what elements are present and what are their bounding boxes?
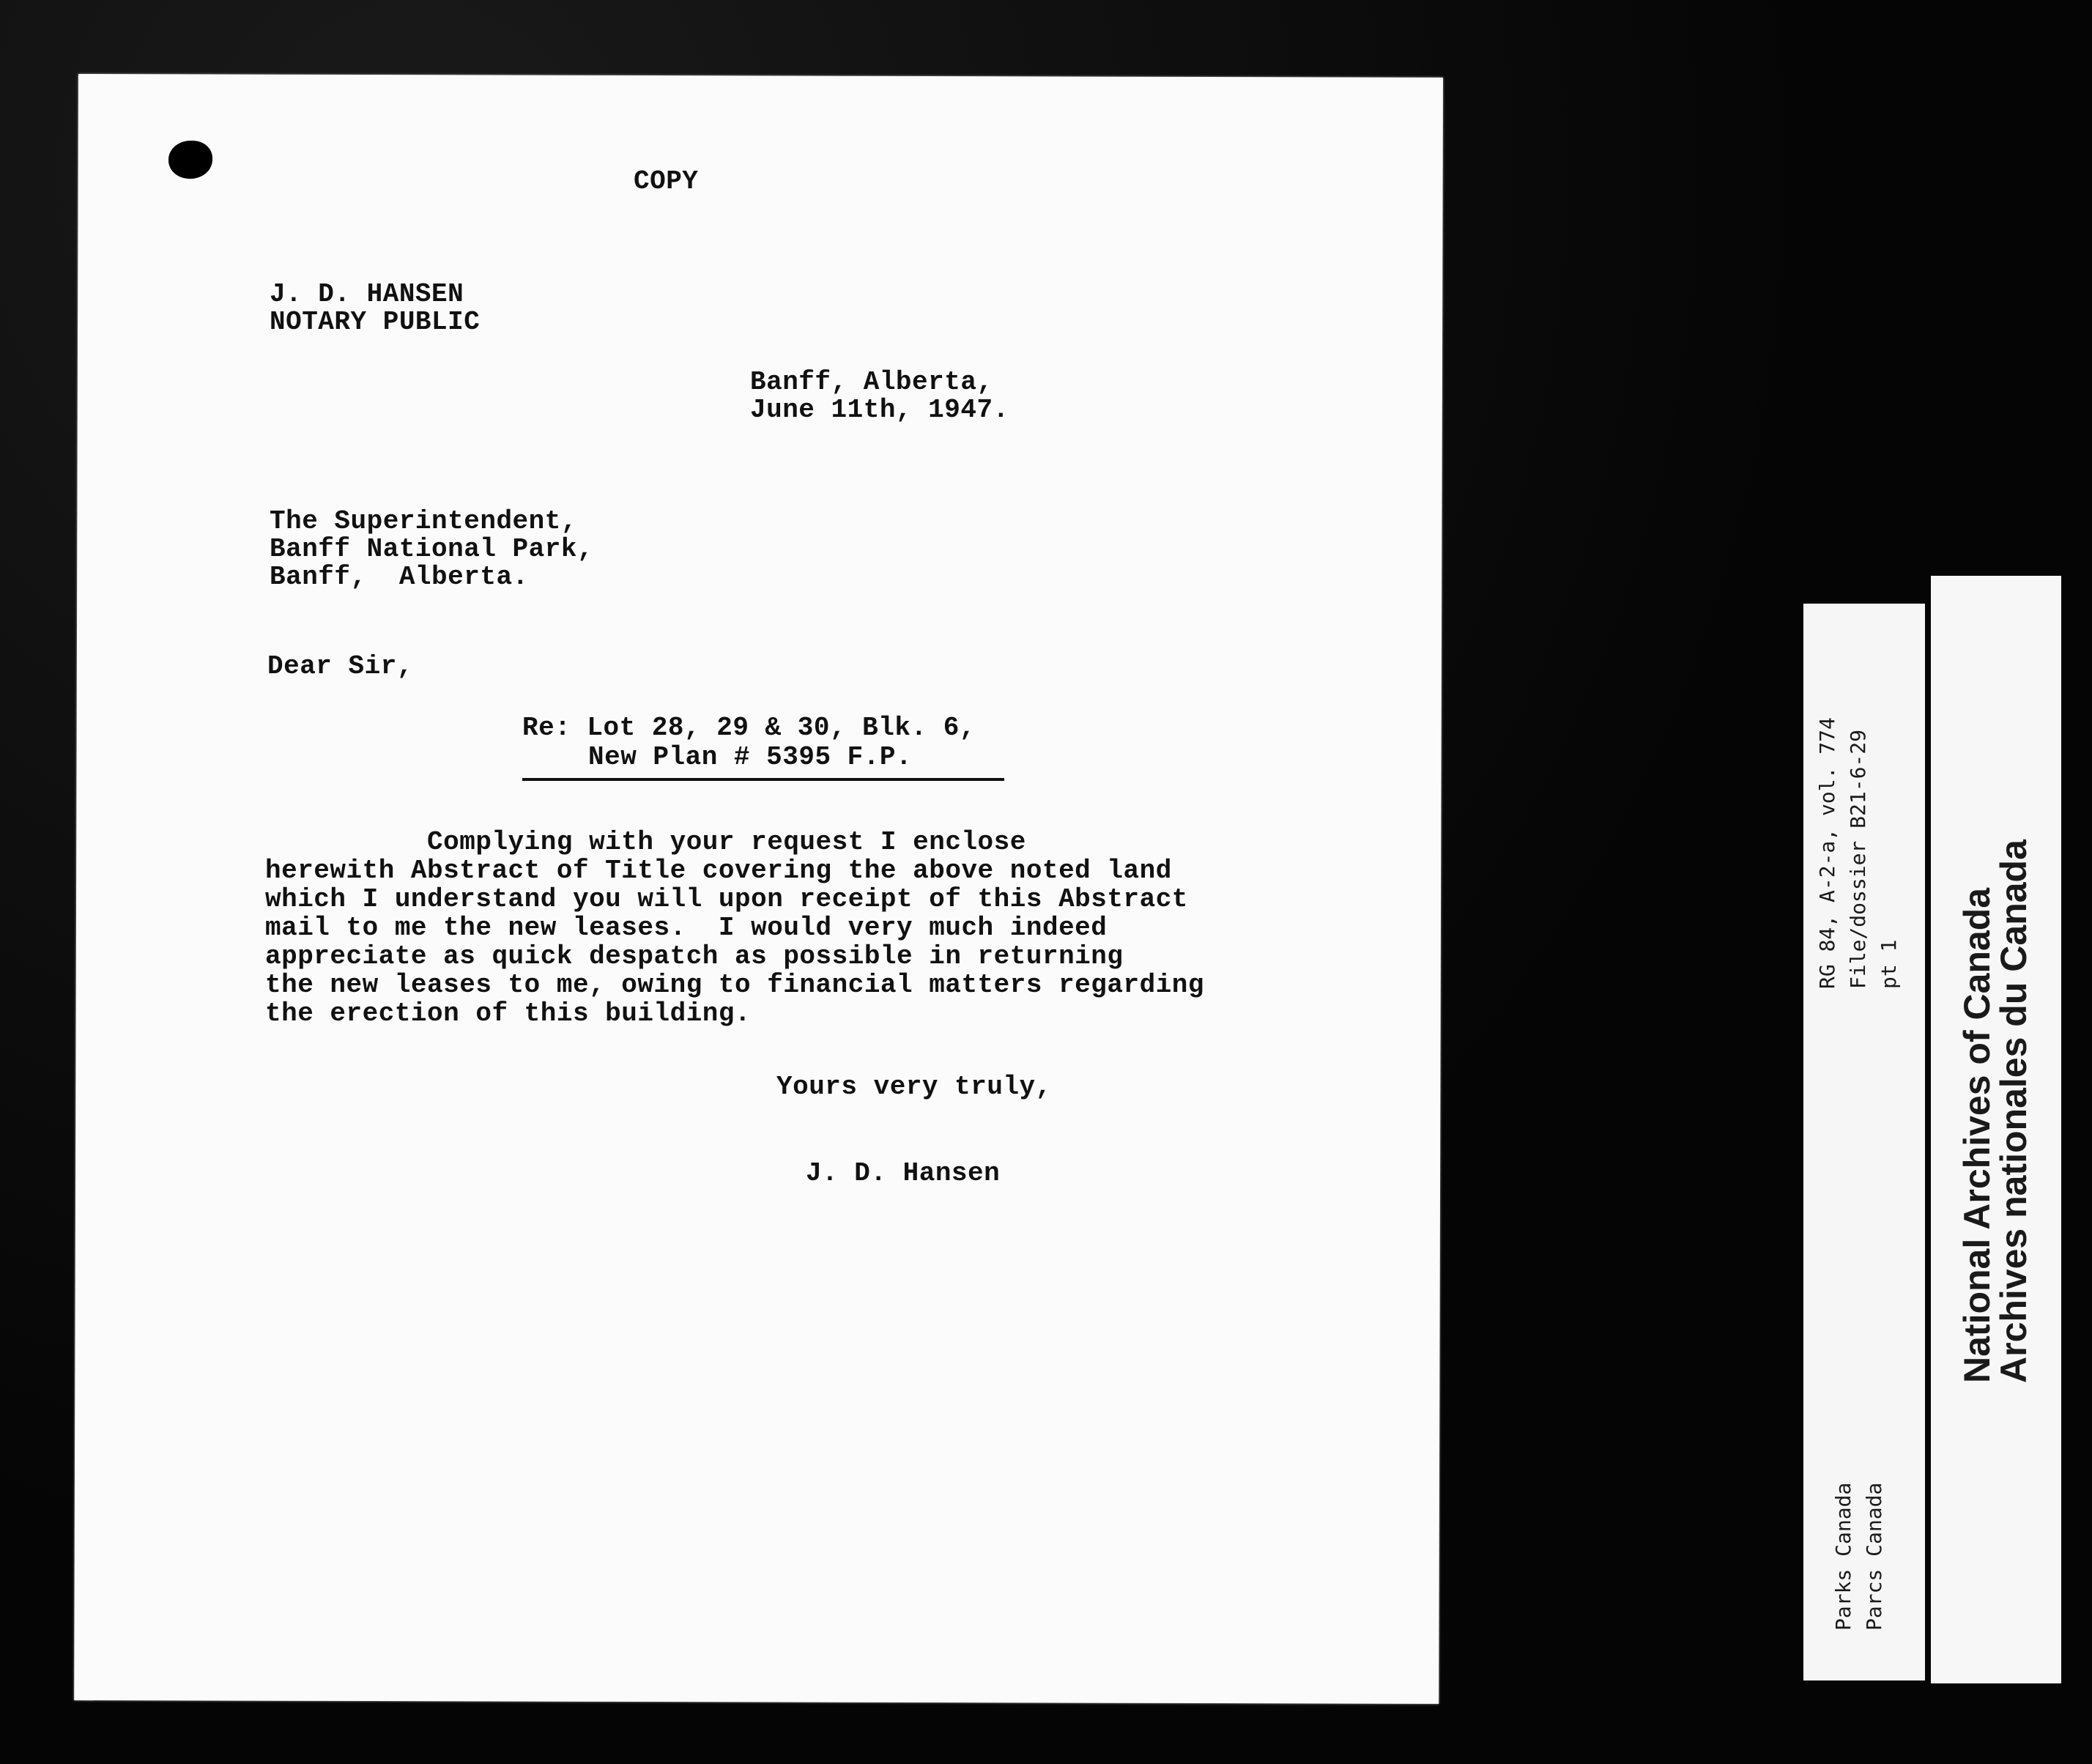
archives-name-fr: Archives nationales du Canada: [1993, 840, 2034, 1383]
letter-date: June 11th, 1947.: [750, 395, 1009, 425]
letter-body: Complying with your request I enclose herewith Abstract of Title covering the above noted land which I understand you will upon receipt of this Abstract mail to me the new leases. I would very much indeed appreciate as quick despatch as possible in returning the new leases to me, owing to financial matters regarding the erection of this building.: [265, 827, 1205, 1029]
sender-name: J. D. HANSEN: [270, 279, 464, 309]
department-name-en: Parks Canada: [1831, 1482, 1855, 1631]
punch-hole-mark: [168, 141, 212, 179]
subject-line: New Plan # 5395 F.P.: [588, 742, 913, 772]
archives-name-en: National Archives of Canada: [1956, 887, 1998, 1383]
department-name-fr: Parcs Canada: [1862, 1482, 1886, 1631]
archive-reference: File/dossier B21-6-29: [1846, 729, 1870, 989]
addressee-line: Banff National Park,: [270, 534, 594, 564]
archive-reference: pt 1: [1877, 939, 1901, 989]
copy-mark: COPY: [634, 166, 699, 196]
archive-reference: RG 84, A-2-a, vol. 774: [1815, 717, 1839, 989]
salutation: Dear Sir,: [267, 651, 413, 681]
closing: Yours very truly,: [776, 1072, 1052, 1102]
subject-line: Re: Lot 28, 29 & 30, Blk. 6,: [522, 713, 976, 743]
subject-underline: [522, 778, 1004, 781]
addressee-line: The Superintendent,: [270, 506, 577, 536]
sender-title: NOTARY PUBLIC: [270, 307, 481, 337]
signature-name: J. D. Hansen: [806, 1158, 1001, 1188]
addressee-line: Banff, Alberta.: [270, 562, 529, 592]
letter-place: Banff, Alberta,: [750, 367, 993, 397]
